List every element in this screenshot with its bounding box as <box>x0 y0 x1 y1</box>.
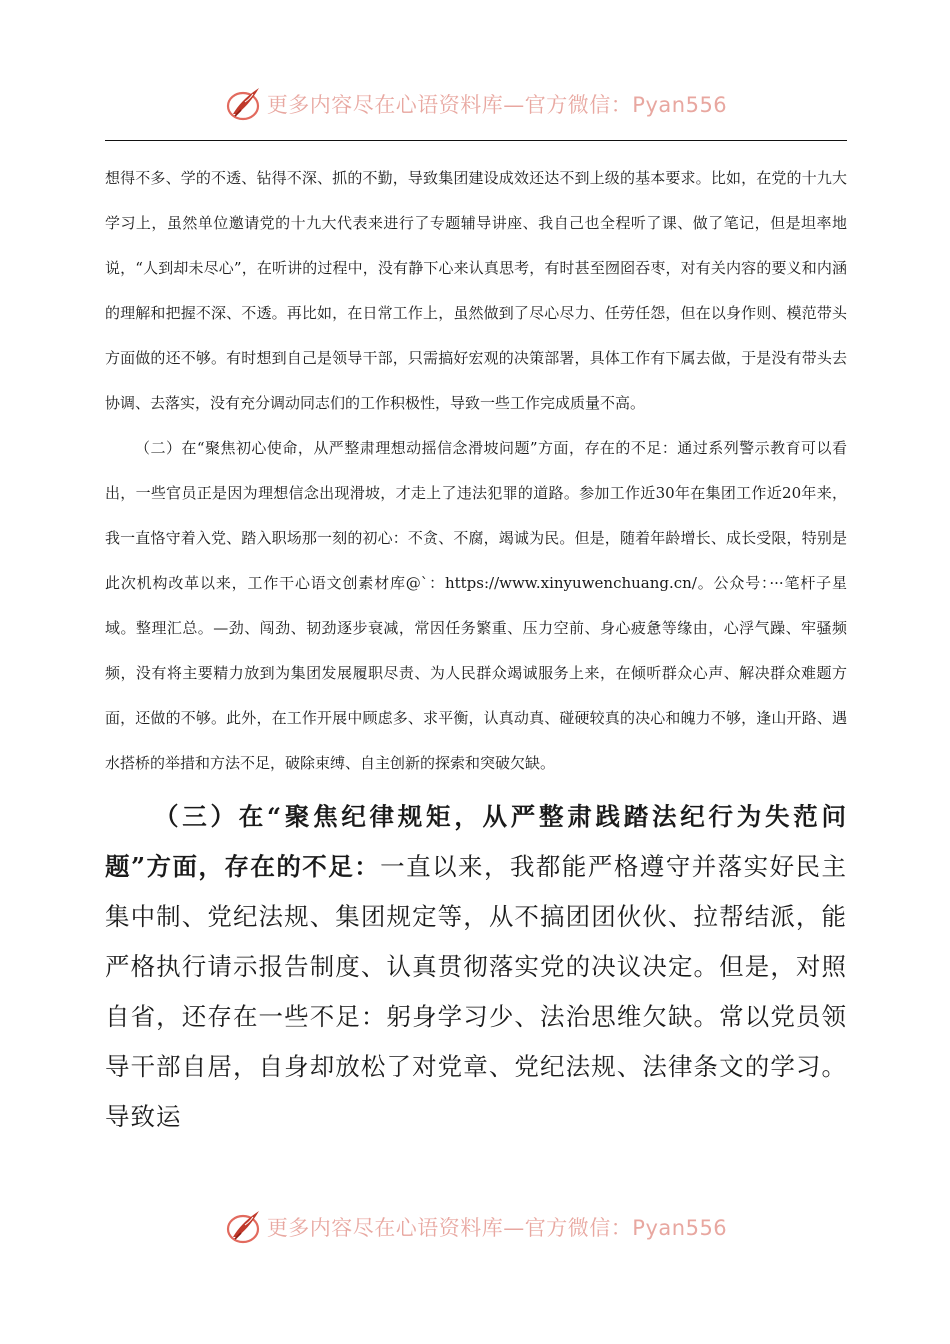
quill-logo-icon <box>223 1207 263 1247</box>
header-banner-text: 更多内容尽在心语资料库—官方微信：Pyan556 <box>266 93 728 117</box>
header-banner <box>0 82 950 126</box>
header-divider <box>105 140 847 141</box>
document-body <box>105 156 847 1142</box>
footer-banner <box>0 1205 950 1249</box>
paragraph-1: 想得不多、学的不透、钻得不深、抓的不勤，导致集团建设成效还达不到上级的基本要求。比如，在党的十九大学习上，虽然单位邀请党的十九大代表来进行了专题辅导讲座、我自己也全程听了课、做了笔记，但是坦率地说，“人到却未尽心”，在听讲的过程中，没有静下心来认真思考，有时甚至囫囵吞枣，对有关内容的要义和内涵的理解和把握不深、不透。再比如，在日常工作上，虽然做到了尽心尽力、任劳任怨，但在以身作则、模范带头方面做的还不够。有时想到自己是领导干部，只需搞好宏观的决策部署，具体工作有下属去做，于是没有带头去协调、去落实，没有充分调动同志们的工作积极性，导致一些工作完成质量不高。 <box>105 169 847 412</box>
footer-banner-text: 更多内容尽在心语资料库—官方微信：Pyan556 <box>266 1216 728 1240</box>
paragraph-3 <box>105 792 847 1142</box>
section-3-text: 一直以来，我都能严格遵守并落实好民主集中制、党纪法规、集团规定等，从不搞团团伙伙、拉帮结派，能严格执行请示报告制度、认真贯彻落实党的决议决定。但是，对照自省，还存在一些不足：躬身学习少、法治思维欠缺。常以党员领导干部自居，自身却放松了对党章、党纪法规、法律条文的学习。导致运 <box>105 852 848 1131</box>
quill-logo-icon <box>223 84 263 124</box>
paragraph-2: （二）在“聚焦初心使命，从严整肃理想动摇信念滑坡问题”方面，存在的不足：通过系列警示教育可以看出，一些官员正是因为理想信念出现滑坡，才走上了违法犯罪的道路。参加工作近30年在集团工作近20年来，我一直恪守着入党、踏入职场那一刻的初心：不贪、不腐，竭诚为民。但是，随着年龄增长、成长受限，特别是此次机构改革以来，工作干心语文创素材库@`：https://www.xinyuwenchuang.cn/。公众号：···笔杆子星域。整理汇总。—劲、闯劲、韧劲逐步衰减，常因任务繁重、压力空前、身心疲惫等缘由，心浮气躁、牢骚频频，没有将主要精力放到为集团发展履职尽责、为人民群众竭诚服务上来，在倾听群众心声、解决群众难题方面，还做的不够。此外，在工作开展中顾虑多、求平衡，认真动真、碰硬较真的决心和魄力不够，逢山开路、遇水搭桥的举措和方法不足，破除束缚、自主创新的探索和突破欠缺。 <box>105 439 847 772</box>
section-3-heading: （三）在“聚焦纪律规矩，从严整肃践踏法纪行为失范问题”方面，存在的不足： <box>105 802 847 881</box>
